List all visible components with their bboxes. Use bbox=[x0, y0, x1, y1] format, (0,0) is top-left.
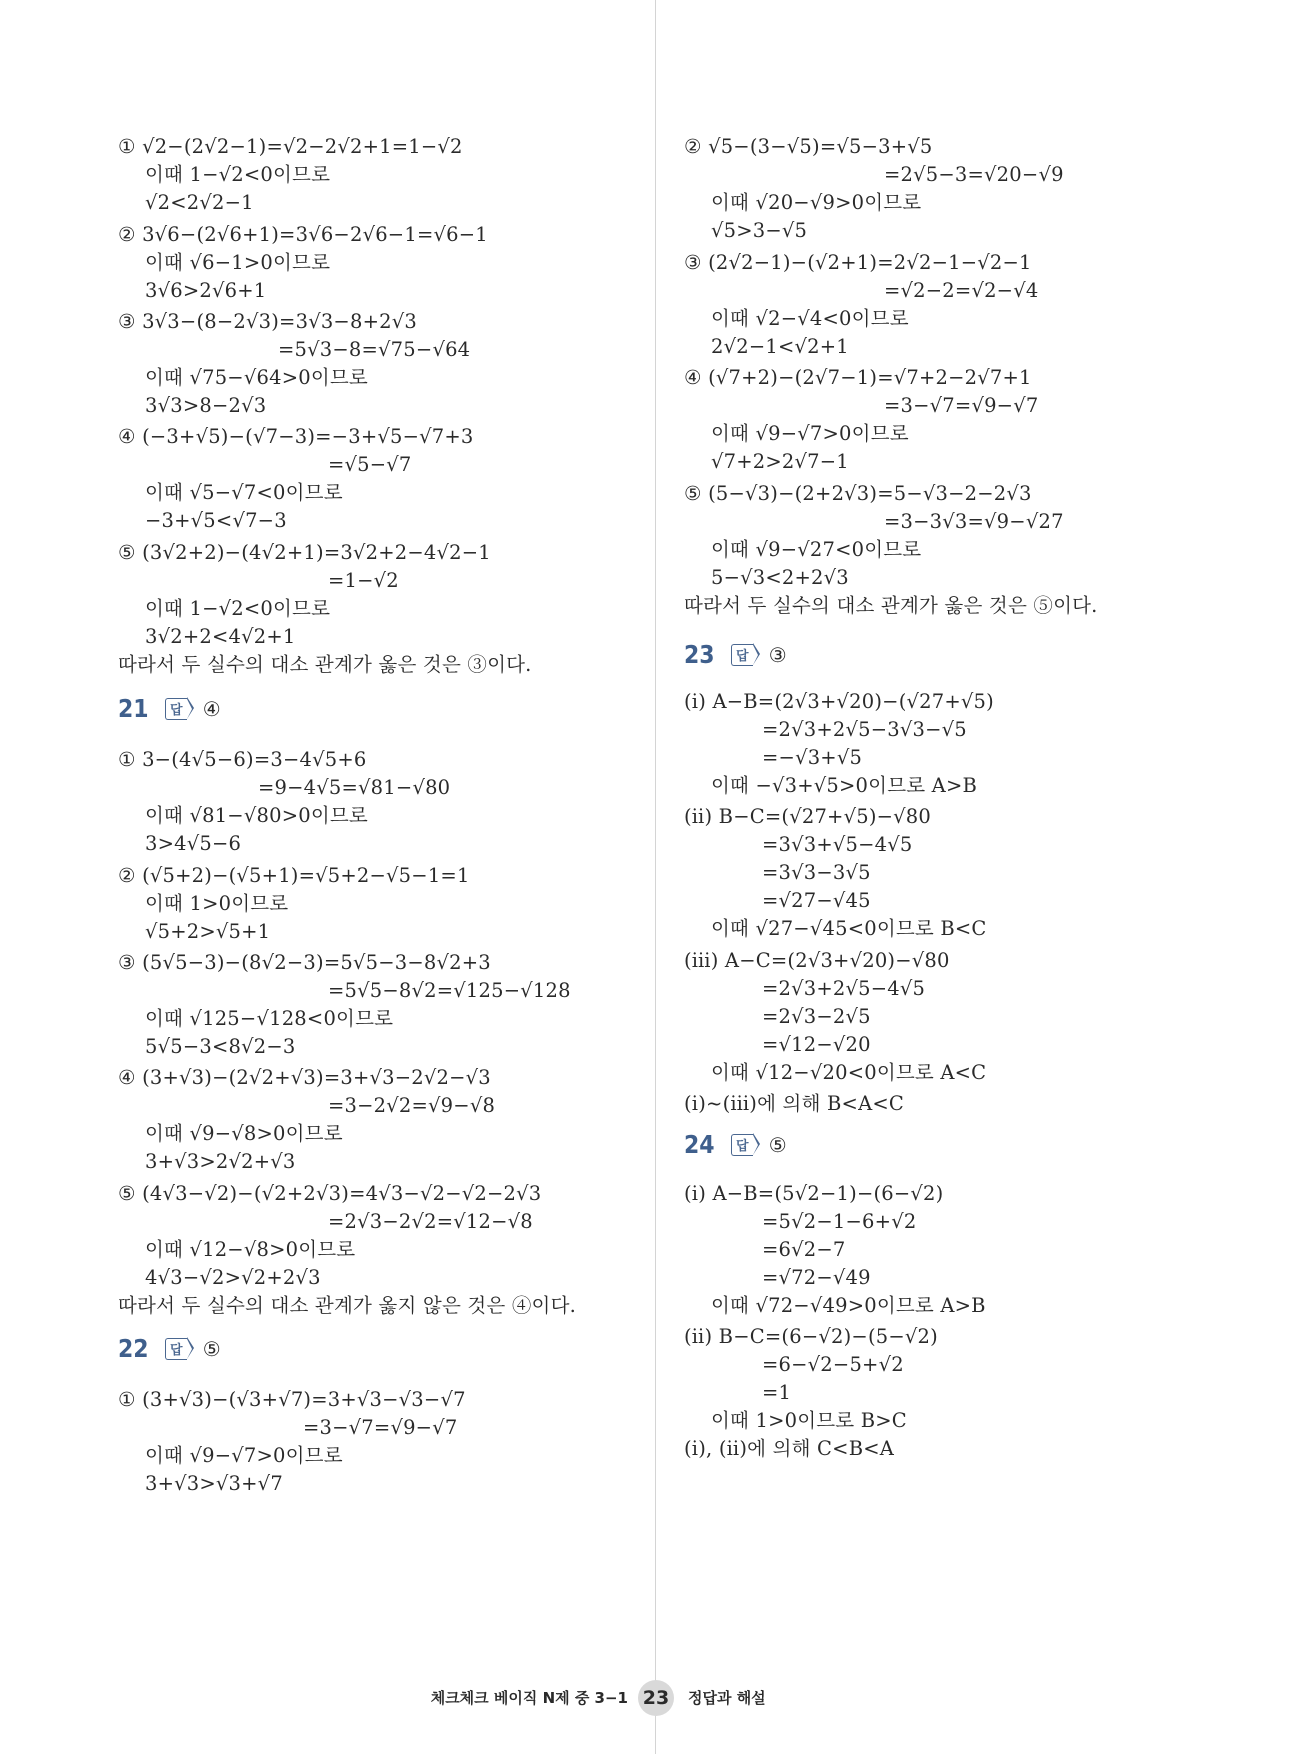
solution-line: 이때 √6−1>0이므로 bbox=[145, 251, 331, 274]
problem-header bbox=[684, 640, 787, 669]
solution-line: 이때 √81−√80>0이므로 bbox=[145, 804, 368, 827]
solution-line: =5√2−1−6+√2 bbox=[762, 1210, 917, 1233]
page-footer bbox=[0, 1680, 1300, 1716]
solution-line: 이때 1−√2<0이므로 bbox=[145, 163, 331, 186]
solution-line: =9−4√5=√81−√80 bbox=[258, 776, 451, 799]
answer-choice: ⑤ bbox=[768, 1132, 787, 1157]
solution-line: 5−√3<2+2√3 bbox=[711, 566, 849, 589]
solution-line: 따라서 두 실수의 대소 관계가 옳은 것은 ③이다. bbox=[118, 653, 532, 676]
solution-line: ④ (3+√3)−(2√2+√3)=3+√3−2√2−√3 bbox=[118, 1066, 491, 1089]
solution-line: =2√3+2√5−3√3−√5 bbox=[762, 718, 967, 741]
solution-line: √2<2√2−1 bbox=[145, 191, 254, 214]
answer-badge-icon: 답 bbox=[731, 644, 753, 666]
section-title: 정답과 해설 bbox=[688, 1689, 766, 1707]
solution-line: 이때 1>0이므로 B>C bbox=[711, 1409, 907, 1432]
solution-line: 3+√3>√3+√7 bbox=[145, 1472, 283, 1495]
answer-choice: ④ bbox=[202, 696, 221, 721]
solution-line: =1 bbox=[762, 1381, 792, 1404]
solution-line: 3√2+2<4√2+1 bbox=[145, 625, 296, 648]
solution-line: 이때 √2−√4<0이므로 bbox=[711, 307, 909, 330]
solution-line: (ⅰ)~(ⅲ)에 의해 B<A<C bbox=[684, 1092, 905, 1115]
solution-line: √5>3−√5 bbox=[711, 219, 808, 242]
solution-line: 이때 √5−√7<0이므로 bbox=[145, 481, 343, 504]
solution-line: √5+2>√5+1 bbox=[145, 920, 271, 943]
solution-line: 이때 √12−√8>0이므로 bbox=[145, 1238, 356, 1261]
solution-line: 이때 √9−√8>0이므로 bbox=[145, 1122, 343, 1145]
solution-line: =√2−2=√2−√4 bbox=[884, 279, 1039, 302]
right-column bbox=[684, 0, 1224, 1700]
problem-header bbox=[118, 1334, 221, 1363]
problem-number: 22 bbox=[118, 1334, 149, 1363]
solution-line: 3+√3>2√2+√3 bbox=[145, 1150, 296, 1173]
solution-line: (ⅱ) B−C=(√27+√5)−√80 bbox=[684, 805, 932, 828]
solution-line: 이때 √20−√9>0이므로 bbox=[711, 191, 922, 214]
solution-line: =2√5−3=√20−√9 bbox=[884, 163, 1064, 186]
solution-line: =5√3−8=√75−√64 bbox=[278, 338, 471, 361]
solution-line: (ⅱ) B−C=(6−√2)−(5−√2) bbox=[684, 1325, 938, 1348]
solution-line: =√12−√20 bbox=[762, 1033, 871, 1056]
answer-badge-icon: 답 bbox=[165, 698, 187, 720]
solution-line: 이때 √9−√27<0이므로 bbox=[711, 538, 922, 561]
solution-line: ⑤ (4√3−√2)−(√2+2√3)=4√3−√2−√2−2√3 bbox=[118, 1182, 542, 1205]
solution-line: 따라서 두 실수의 대소 관계가 옳지 않은 것은 ④이다. bbox=[118, 1294, 577, 1317]
solution-line: 이때 √9−√7>0이므로 bbox=[711, 422, 909, 445]
solution-line: =2√3+2√5−4√5 bbox=[762, 977, 926, 1000]
answer-badge-icon: 답 bbox=[731, 1134, 753, 1156]
solution-line: =3−√7=√9−√7 bbox=[884, 394, 1039, 417]
solution-line: −3+√5<√7−3 bbox=[145, 509, 287, 532]
solution-line: 3√6>2√6+1 bbox=[145, 279, 267, 302]
solution-line: 이때 −√3+√5>0이므로 A>B bbox=[711, 774, 978, 797]
solution-line: 5√5−3<8√2−3 bbox=[145, 1035, 296, 1058]
solution-line: =3√3−3√5 bbox=[762, 861, 871, 884]
solution-line: =−√3+√5 bbox=[762, 746, 863, 769]
answer-badge-icon: 답 bbox=[165, 1338, 187, 1360]
solution-line: =√5−√7 bbox=[328, 453, 412, 476]
answer-choice: ③ bbox=[768, 642, 787, 667]
solution-line: 이때 √72−√49>0이므로 A>B bbox=[711, 1294, 986, 1317]
problem-header bbox=[118, 694, 221, 723]
solution-line: 4√3−√2>√2+2√3 bbox=[145, 1266, 321, 1289]
solution-line: (ⅰ) A−B=(2√3+√20)−(√27+√5) bbox=[684, 690, 994, 713]
solution-line: 이때 √75−√64>0이므로 bbox=[145, 366, 368, 389]
problem-number: 21 bbox=[118, 694, 149, 723]
solution-line: ⑤ (3√2+2)−(4√2+1)=3√2+2−4√2−1 bbox=[118, 541, 491, 564]
solution-line: =6−√2−5+√2 bbox=[762, 1353, 904, 1376]
solution-line: ② (√5+2)−(√5+1)=√5+2−√5−1=1 bbox=[118, 864, 470, 887]
solution-line: ① √2−(2√2−1)=√2−2√2+1=1−√2 bbox=[118, 135, 463, 158]
solution-line: =6√2−7 bbox=[762, 1238, 846, 1261]
solution-line: 이때 √125−√128<0이므로 bbox=[145, 1007, 394, 1030]
solution-line: =5√5−8√2=√125−√128 bbox=[328, 979, 571, 1002]
solution-line: ② √5−(3−√5)=√5−3+√5 bbox=[684, 135, 933, 158]
solution-line: =3−√7=√9−√7 bbox=[303, 1416, 458, 1439]
solution-line: ④ (−3+√5)−(√7−3)=−3+√5−√7+3 bbox=[118, 425, 474, 448]
solution-line: =3−3√3=√9−√27 bbox=[884, 510, 1064, 533]
solution-line: =1−√2 bbox=[328, 569, 399, 592]
solution-line: =√72−√49 bbox=[762, 1266, 871, 1289]
solution-line: =√27−√45 bbox=[762, 889, 871, 912]
page-number: 23 bbox=[638, 1680, 674, 1716]
problem-number: 23 bbox=[684, 640, 715, 669]
answer-choice: ⑤ bbox=[202, 1336, 221, 1361]
solution-line: 이때 √9−√7>0이므로 bbox=[145, 1444, 343, 1467]
solution-line: 따라서 두 실수의 대소 관계가 옳은 것은 ⑤이다. bbox=[684, 594, 1098, 617]
solution-line: 이때 1>0이므로 bbox=[145, 892, 289, 915]
solution-line: 이때 1−√2<0이므로 bbox=[145, 597, 331, 620]
solution-line: ④ (√7+2)−(2√7−1)=√7+2−2√7+1 bbox=[684, 366, 1032, 389]
solution-line: ② 3√6−(2√6+1)=3√6−2√6−1=√6−1 bbox=[118, 223, 488, 246]
solution-line: 이때 √27−√45<0이므로 B<C bbox=[711, 917, 987, 940]
solution-line: =2√3−2√2=√12−√8 bbox=[328, 1210, 533, 1233]
solution-line: ③ (2√2−1)−(√2+1)=2√2−1−√2−1 bbox=[684, 251, 1032, 274]
solution-line: √7+2>2√7−1 bbox=[711, 450, 849, 473]
problem-header bbox=[684, 1130, 787, 1159]
solution-line: =2√3−2√5 bbox=[762, 1005, 871, 1028]
solution-line: 2√2−1<√2+1 bbox=[711, 335, 849, 358]
solution-line: ① (3+√3)−(√3+√7)=3+√3−√3−√7 bbox=[118, 1388, 466, 1411]
solution-line: 3√3>8−2√3 bbox=[145, 394, 267, 417]
solution-line: (ⅰ) A−B=(5√2−1)−(6−√2) bbox=[684, 1182, 944, 1205]
solution-line: =3√3+√5−4√5 bbox=[762, 833, 913, 856]
problem-number: 24 bbox=[684, 1130, 715, 1159]
left-column bbox=[118, 0, 658, 1700]
solution-line: (ⅰ), (ⅱ)에 의해 C<B<A bbox=[684, 1437, 895, 1460]
solution-line: 이때 √12−√20<0이므로 A<C bbox=[711, 1061, 987, 1084]
solution-line: ③ (5√5−3)−(8√2−3)=5√5−3−8√2+3 bbox=[118, 951, 491, 974]
solution-line: (ⅲ) A−C=(2√3+√20)−√80 bbox=[684, 949, 950, 972]
book-title: 체크체크 베이직 N제 중 3−1 bbox=[430, 1689, 628, 1707]
solution-line: 3>4√5−6 bbox=[145, 832, 242, 855]
solution-line: =3−2√2=√9−√8 bbox=[328, 1094, 496, 1117]
solution-line: ⑤ (5−√3)−(2+2√3)=5−√3−2−2√3 bbox=[684, 482, 1032, 505]
solution-line: ① 3−(4√5−6)=3−4√5+6 bbox=[118, 748, 367, 771]
solution-line: ③ 3√3−(8−2√3)=3√3−8+2√3 bbox=[118, 310, 417, 333]
